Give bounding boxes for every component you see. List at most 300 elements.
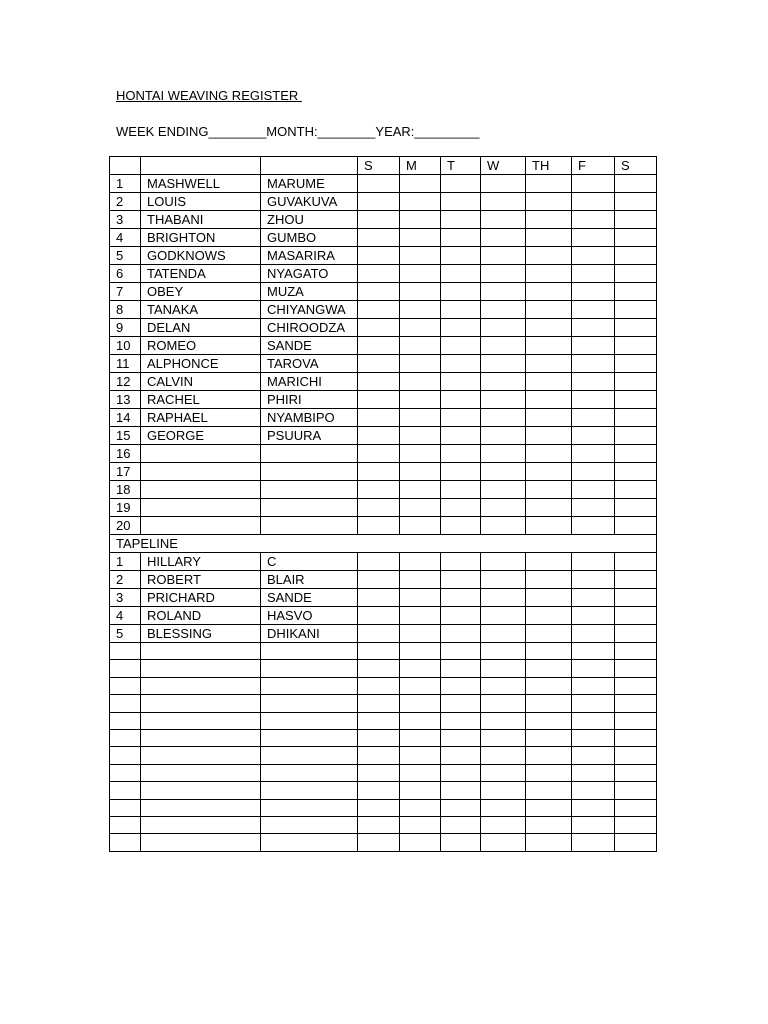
attendance-cell[interactable] (572, 391, 615, 409)
attendance-cell[interactable] (572, 625, 615, 643)
row-number-cell: 20 (110, 517, 141, 535)
attendance-cell[interactable] (526, 834, 572, 851)
attendance-cell[interactable] (481, 607, 526, 625)
attendance-cell[interactable] (400, 660, 441, 677)
attendance-cell[interactable] (615, 355, 657, 373)
last-name-cell: GUVAKUVA (261, 193, 358, 211)
attendance-cell[interactable] (400, 211, 441, 229)
attendance-cell[interactable] (526, 729, 572, 746)
attendance-cell[interactable] (441, 625, 481, 643)
attendance-cell[interactable] (572, 660, 615, 677)
attendance-cell[interactable] (615, 589, 657, 607)
day-header-wednesday: W (481, 157, 526, 175)
attendance-cell[interactable] (615, 747, 657, 764)
attendance-cell[interactable] (481, 175, 526, 193)
attendance-cell[interactable] (441, 607, 481, 625)
attendance-cell[interactable] (400, 816, 441, 833)
attendance-cell[interactable] (481, 764, 526, 781)
attendance-cell[interactable] (481, 301, 526, 319)
attendance-cell[interactable] (400, 782, 441, 799)
attendance-cell[interactable] (481, 799, 526, 816)
attendance-cell[interactable] (358, 499, 400, 517)
attendance-cell[interactable] (572, 553, 615, 571)
attendance-cell[interactable] (526, 355, 572, 373)
attendance-cell[interactable] (481, 695, 526, 712)
attendance-cell[interactable] (400, 589, 441, 607)
attendance-cell[interactable] (572, 834, 615, 851)
attendance-cell[interactable] (526, 695, 572, 712)
first-name-cell (141, 729, 261, 746)
row-number-cell: 10 (110, 337, 141, 355)
attendance-cell[interactable] (358, 712, 400, 729)
attendance-cell[interactable] (358, 747, 400, 764)
first-name-cell (141, 445, 261, 463)
attendance-cell[interactable] (441, 301, 481, 319)
attendance-cell[interactable] (441, 247, 481, 265)
attendance-cell[interactable] (615, 517, 657, 535)
attendance-cell[interactable] (358, 625, 400, 643)
attendance-cell[interactable] (615, 677, 657, 694)
attendance-cell[interactable] (441, 729, 481, 746)
attendance-cell[interactable] (358, 373, 400, 391)
attendance-cell[interactable] (572, 643, 615, 660)
first-name-cell (141, 712, 261, 729)
attendance-cell[interactable] (441, 319, 481, 337)
attendance-cell[interactable] (441, 799, 481, 816)
attendance-cell[interactable] (572, 517, 615, 535)
attendance-cell[interactable] (400, 247, 441, 265)
attendance-cell[interactable] (526, 283, 572, 301)
attendance-cell[interactable] (481, 247, 526, 265)
attendance-cell[interactable] (526, 660, 572, 677)
attendance-cell[interactable] (526, 517, 572, 535)
attendance-cell[interactable] (615, 391, 657, 409)
attendance-cell[interactable] (615, 373, 657, 391)
attendance-cell[interactable] (441, 175, 481, 193)
attendance-cell[interactable] (481, 283, 526, 301)
attendance-cell[interactable] (481, 229, 526, 247)
first-name-cell: ROMEO (141, 337, 261, 355)
last-name-cell: BLAIR (261, 571, 358, 589)
attendance-cell[interactable] (481, 643, 526, 660)
attendance-cell[interactable] (572, 764, 615, 781)
attendance-cell[interactable] (400, 391, 441, 409)
attendance-cell[interactable] (526, 677, 572, 694)
attendance-cell[interactable] (615, 319, 657, 337)
attendance-cell[interactable] (358, 695, 400, 712)
attendance-cell[interactable] (400, 319, 441, 337)
attendance-cell[interactable] (400, 764, 441, 781)
attendance-cell[interactable] (400, 355, 441, 373)
attendance-cell[interactable] (358, 643, 400, 660)
attendance-cell[interactable] (358, 409, 400, 427)
attendance-cell[interactable] (615, 409, 657, 427)
attendance-cell[interactable] (441, 373, 481, 391)
attendance-cell[interactable] (481, 445, 526, 463)
attendance-cell[interactable] (481, 625, 526, 643)
attendance-cell[interactable] (615, 571, 657, 589)
attendance-cell[interactable] (615, 265, 657, 283)
attendance-cell[interactable] (572, 175, 615, 193)
attendance-cell[interactable] (358, 193, 400, 211)
attendance-cell[interactable] (358, 799, 400, 816)
attendance-cell[interactable] (441, 764, 481, 781)
attendance-cell[interactable] (441, 834, 481, 851)
row-number-cell: 3 (110, 589, 141, 607)
attendance-cell[interactable] (572, 729, 615, 746)
attendance-cell[interactable] (481, 337, 526, 355)
attendance-cell[interactable] (441, 463, 481, 481)
attendance-cell[interactable] (481, 391, 526, 409)
attendance-cell[interactable] (358, 553, 400, 571)
attendance-cell[interactable] (481, 712, 526, 729)
attendance-cell[interactable] (481, 211, 526, 229)
attendance-cell[interactable] (615, 211, 657, 229)
first-name-cell (141, 517, 261, 535)
register-title: HONTAI WEAVING REGISTER (116, 88, 302, 103)
attendance-cell[interactable] (358, 834, 400, 851)
attendance-cell[interactable] (400, 625, 441, 643)
first-name-cell: ROBERT (141, 571, 261, 589)
attendance-cell[interactable] (615, 481, 657, 499)
attendance-cell[interactable] (572, 409, 615, 427)
attendance-cell[interactable] (572, 229, 615, 247)
attendance-cell[interactable] (481, 355, 526, 373)
attendance-cell[interactable] (615, 553, 657, 571)
attendance-cell[interactable] (615, 799, 657, 816)
attendance-cell[interactable] (358, 816, 400, 833)
attendance-cell[interactable] (526, 481, 572, 499)
attendance-cell[interactable] (572, 481, 615, 499)
row-number-cell: 9 (110, 319, 141, 337)
attendance-cell[interactable] (572, 695, 615, 712)
attendance-cell[interactable] (526, 643, 572, 660)
attendance-cell[interactable] (615, 193, 657, 211)
attendance-cell[interactable] (526, 445, 572, 463)
attendance-cell[interactable] (400, 499, 441, 517)
attendance-cell[interactable] (358, 355, 400, 373)
attendance-cell[interactable] (441, 589, 481, 607)
attendance-cell[interactable] (572, 193, 615, 211)
row-number-cell: 2 (110, 571, 141, 589)
last-name-cell: SANDE (261, 589, 358, 607)
attendance-cell[interactable] (400, 283, 441, 301)
attendance-cell[interactable] (400, 517, 441, 535)
attendance-cell[interactable] (572, 799, 615, 816)
attendance-cell[interactable] (441, 571, 481, 589)
attendance-cell[interactable] (400, 373, 441, 391)
attendance-cell[interactable] (400, 553, 441, 571)
attendance-cell[interactable] (572, 589, 615, 607)
attendance-cell[interactable] (572, 373, 615, 391)
attendance-cell[interactable] (358, 283, 400, 301)
attendance-cell[interactable] (526, 373, 572, 391)
attendance-cell[interactable] (441, 677, 481, 694)
attendance-cell[interactable] (526, 427, 572, 445)
attendance-cell[interactable] (358, 265, 400, 283)
attendance-cell[interactable] (358, 660, 400, 677)
attendance-cell[interactable] (358, 571, 400, 589)
attendance-cell[interactable] (615, 337, 657, 355)
attendance-cell[interactable] (572, 782, 615, 799)
row-number-cell (110, 712, 141, 729)
attendance-cell[interactable] (526, 319, 572, 337)
first-name-cell (141, 834, 261, 851)
attendance-cell[interactable] (441, 193, 481, 211)
attendance-cell[interactable] (572, 337, 615, 355)
attendance-cell[interactable] (400, 834, 441, 851)
attendance-cell[interactable] (481, 193, 526, 211)
attendance-cell[interactable] (615, 729, 657, 746)
attendance-cell[interactable] (526, 799, 572, 816)
attendance-cell[interactable] (358, 463, 400, 481)
attendance-cell[interactable] (400, 677, 441, 694)
attendance-cell[interactable] (615, 834, 657, 851)
attendance-cell[interactable] (526, 499, 572, 517)
attendance-cell[interactable] (441, 643, 481, 660)
attendance-cell[interactable] (572, 283, 615, 301)
first-name-cell: MASHWELL (141, 175, 261, 193)
row-number-cell: 6 (110, 265, 141, 283)
last-name-cell (261, 643, 358, 660)
attendance-cell[interactable] (400, 337, 441, 355)
attendance-cell[interactable] (615, 283, 657, 301)
attendance-cell[interactable] (615, 175, 657, 193)
attendance-cell[interactable] (481, 782, 526, 799)
attendance-cell[interactable] (572, 445, 615, 463)
attendance-cell[interactable] (615, 660, 657, 677)
tapeline-row (110, 607, 657, 625)
weaver-row (110, 301, 657, 319)
first-name-cell (141, 499, 261, 517)
attendance-cell[interactable] (481, 517, 526, 535)
attendance-cell[interactable] (572, 816, 615, 833)
attendance-cell[interactable] (358, 607, 400, 625)
attendance-cell[interactable] (358, 427, 400, 445)
attendance-cell[interactable] (358, 445, 400, 463)
attendance-cell[interactable] (526, 782, 572, 799)
attendance-cell[interactable] (358, 247, 400, 265)
attendance-cell[interactable] (358, 517, 400, 535)
attendance-cell[interactable] (400, 712, 441, 729)
attendance-cell[interactable] (358, 782, 400, 799)
attendance-cell[interactable] (526, 337, 572, 355)
attendance-cell[interactable] (400, 301, 441, 319)
attendance-cell[interactable] (441, 695, 481, 712)
attendance-cell[interactable] (526, 553, 572, 571)
attendance-cell[interactable] (441, 265, 481, 283)
attendance-cell[interactable] (615, 463, 657, 481)
attendance-cell[interactable] (441, 229, 481, 247)
attendance-cell[interactable] (441, 747, 481, 764)
attendance-cell[interactable] (526, 391, 572, 409)
attendance-cell[interactable] (481, 834, 526, 851)
last-name-cell (261, 712, 358, 729)
weaver-row (110, 517, 657, 535)
attendance-cell[interactable] (615, 712, 657, 729)
row-number-cell: 19 (110, 499, 141, 517)
attendance-cell[interactable] (572, 571, 615, 589)
attendance-cell[interactable] (615, 816, 657, 833)
attendance-cell[interactable] (400, 409, 441, 427)
attendance-cell[interactable] (441, 211, 481, 229)
first-name-cell (141, 660, 261, 677)
attendance-cell[interactable] (526, 589, 572, 607)
attendance-cell[interactable] (572, 247, 615, 265)
attendance-cell[interactable] (441, 337, 481, 355)
attendance-cell[interactable] (441, 427, 481, 445)
attendance-cell[interactable] (441, 660, 481, 677)
attendance-cell[interactable] (572, 211, 615, 229)
attendance-cell[interactable] (615, 625, 657, 643)
attendance-cell[interactable] (441, 355, 481, 373)
attendance-cell[interactable] (572, 677, 615, 694)
attendance-cell[interactable] (615, 301, 657, 319)
attendance-cell[interactable] (400, 481, 441, 499)
attendance-cell[interactable] (615, 247, 657, 265)
attendance-cell[interactable] (441, 816, 481, 833)
attendance-cell[interactable] (526, 625, 572, 643)
attendance-cell[interactable] (526, 764, 572, 781)
attendance-cell[interactable] (400, 193, 441, 211)
attendance-cell[interactable] (526, 607, 572, 625)
attendance-cell[interactable] (358, 729, 400, 746)
attendance-cell[interactable] (526, 409, 572, 427)
attendance-cell[interactable] (481, 373, 526, 391)
attendance-cell[interactable] (572, 427, 615, 445)
attendance-cell[interactable] (481, 747, 526, 764)
attendance-cell[interactable] (481, 499, 526, 517)
first-name-cell: HILLARY (141, 553, 261, 571)
attendance-cell[interactable] (441, 712, 481, 729)
attendance-cell[interactable] (358, 211, 400, 229)
attendance-cell[interactable] (572, 463, 615, 481)
first-name-cell (141, 764, 261, 781)
attendance-cell[interactable] (615, 229, 657, 247)
attendance-cell[interactable] (526, 175, 572, 193)
attendance-cell[interactable] (400, 229, 441, 247)
last-name-cell: SANDE (261, 337, 358, 355)
attendance-cell[interactable] (400, 643, 441, 660)
attendance-cell[interactable] (526, 265, 572, 283)
attendance-cell[interactable] (400, 427, 441, 445)
attendance-cell[interactable] (526, 247, 572, 265)
attendance-cell[interactable] (526, 301, 572, 319)
header-last-name-cell (261, 157, 358, 175)
attendance-cell[interactable] (615, 695, 657, 712)
attendance-cell[interactable] (400, 265, 441, 283)
attendance-cell[interactable] (358, 589, 400, 607)
attendance-cell[interactable] (615, 427, 657, 445)
attendance-cell[interactable] (526, 193, 572, 211)
attendance-cell[interactable] (358, 391, 400, 409)
attendance-cell[interactable] (572, 265, 615, 283)
weaver-row (110, 481, 657, 499)
attendance-cell[interactable] (358, 175, 400, 193)
attendance-cell[interactable] (615, 782, 657, 799)
attendance-cell[interactable] (572, 301, 615, 319)
attendance-cell[interactable] (481, 319, 526, 337)
attendance-cell[interactable] (526, 463, 572, 481)
register-table (109, 156, 657, 852)
attendance-cell[interactable] (481, 589, 526, 607)
attendance-cell[interactable] (400, 445, 441, 463)
attendance-cell[interactable] (572, 355, 615, 373)
attendance-cell[interactable] (441, 517, 481, 535)
attendance-cell[interactable] (358, 229, 400, 247)
attendance-cell[interactable] (481, 729, 526, 746)
attendance-cell[interactable] (481, 660, 526, 677)
attendance-cell[interactable] (441, 481, 481, 499)
attendance-cell[interactable] (481, 571, 526, 589)
attendance-cell[interactable] (441, 782, 481, 799)
attendance-cell[interactable] (441, 553, 481, 571)
attendance-cell[interactable] (572, 607, 615, 625)
first-name-cell (141, 677, 261, 694)
attendance-cell[interactable] (400, 571, 441, 589)
attendance-cell[interactable] (358, 481, 400, 499)
attendance-cell[interactable] (441, 499, 481, 517)
week-ending-line: WEEK ENDING________MONTH:________YEAR:_________ (116, 124, 480, 139)
attendance-cell[interactable] (572, 747, 615, 764)
attendance-cell[interactable] (441, 409, 481, 427)
last-name-cell: DHIKANI (261, 625, 358, 643)
attendance-cell[interactable] (481, 463, 526, 481)
attendance-cell[interactable] (526, 712, 572, 729)
attendance-cell[interactable] (481, 427, 526, 445)
attendance-cell[interactable] (358, 677, 400, 694)
attendance-cell[interactable] (572, 499, 615, 517)
attendance-cell[interactable] (526, 816, 572, 833)
attendance-cell[interactable] (526, 211, 572, 229)
attendance-cell[interactable] (358, 301, 400, 319)
attendance-cell[interactable] (358, 337, 400, 355)
tapeline-row (110, 799, 657, 816)
attendance-cell[interactable] (358, 319, 400, 337)
attendance-cell[interactable] (615, 607, 657, 625)
attendance-cell[interactable] (400, 799, 441, 816)
attendance-cell[interactable] (358, 764, 400, 781)
row-number-cell (110, 747, 141, 764)
attendance-cell[interactable] (481, 553, 526, 571)
attendance-cell[interactable] (572, 712, 615, 729)
attendance-cell[interactable] (615, 764, 657, 781)
attendance-cell[interactable] (481, 481, 526, 499)
attendance-cell[interactable] (526, 747, 572, 764)
attendance-cell[interactable] (400, 695, 441, 712)
attendance-cell[interactable] (481, 816, 526, 833)
attendance-cell[interactable] (400, 607, 441, 625)
attendance-cell[interactable] (572, 319, 615, 337)
attendance-cell[interactable] (615, 499, 657, 517)
attendance-cell[interactable] (441, 445, 481, 463)
attendance-cell[interactable] (615, 643, 657, 660)
tapeline-row (110, 764, 657, 781)
attendance-cell[interactable] (400, 747, 441, 764)
attendance-cell[interactable] (481, 265, 526, 283)
attendance-cell[interactable] (441, 391, 481, 409)
attendance-cell[interactable] (481, 409, 526, 427)
header-first-name-cell (141, 157, 261, 175)
attendance-cell[interactable] (400, 463, 441, 481)
attendance-cell[interactable] (526, 229, 572, 247)
attendance-cell[interactable] (400, 729, 441, 746)
attendance-cell[interactable] (481, 677, 526, 694)
attendance-cell[interactable] (400, 175, 441, 193)
attendance-cell[interactable] (441, 283, 481, 301)
attendance-cell[interactable] (615, 445, 657, 463)
attendance-cell[interactable] (526, 571, 572, 589)
